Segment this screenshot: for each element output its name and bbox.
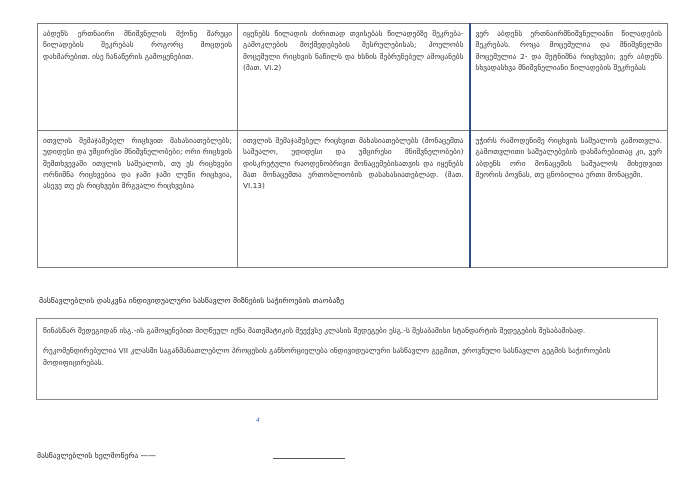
page-number-mark: 4 xyxy=(256,417,260,424)
signature-line xyxy=(273,458,345,459)
table-cell: ვერ აბდენს ერთნაირმნიშვნელიანი წილადების შეკრებას. როცა მოცემულია და მნიშვნელში მოცემულია 2- და მეტნიშნა რიცხვები; ვერ აბდენს სხვადასხვა მნიშვნელიანი წილადების შეკრებას xyxy=(470,24,668,131)
table-cell: იყენებს წილადის ძირითად თვისებას წილადებზე შეკრება-გამოკლების მოქმედებების შესრულებისას; პოულობს მოცემული რიცხვის ნაწილს და ხსნის შებრუნებულ ამოცანებს (მათ. VI.2) xyxy=(238,24,470,131)
table-row xyxy=(38,24,668,131)
table-cell: უჭირს რამოდენიმე რიცხვის საშუალოს გამოთვლა. გამოთვლითი საშუალებების დახმარებითაც კი, ვერ აბდენს ორი მონაცემის საშუალოს მიხედვით მეორის პოვნას, თუ ცნობილია ერთი მონაცემი. xyxy=(470,131,668,268)
assessment-table xyxy=(37,23,668,268)
table-cell: ითვლის შემაჯამებელ რიცხვით მახასიათებლებს; უდიდესი და უმცირესი მნიშვნელობები; ორი რიცხვის შემთხვევაში ითვლის საშუალოს, თუ ეს რიცხვები ორნიშნა რიცხვებია და ჯამი ჯამი ლუწი რიცხვია, ასევე თუ ეს რიცხვები მრგვალი რიცხვებია xyxy=(38,131,238,268)
table-cell: ითვლის შემაჯამებელ რიცხვით მახასიათებლებს (მონაცემთა საშუალო, უდიდესი და უმცირესი მნიშვნელობები) დისკრეტული რაოდენობრივი მონაცემებისათვის და იყენებს მათ მონაცემთა ერთობლიობის დასახასიათებლად. (მათ. VI.13) xyxy=(238,131,470,268)
section-title: მასწავლებლის დასკვნა ინდივიდუალური სასწავლო მიზნების საჭიროების თაობაზე xyxy=(39,296,344,305)
conclusion-paragraph: წინასწარ შედეგიდან ისგ.-ის გამოყენებით მიღწეულ იქნა მათემატიკის მეექვსე კლასის შედეგები ესგ.-ს შესაბამისი სტანდარტის შედეგების შესაბამისად. xyxy=(43,326,586,335)
table-row xyxy=(38,131,668,268)
table-cell: აბდენს ერთნაირი მნიშვნელის მქონე შარეცი წილადების შეკრებას როგორც მოცდეის დახმარებით. ისე ჩანაწერის გამოყენებით. xyxy=(38,24,238,131)
conclusion-box xyxy=(36,318,658,400)
conclusion-paragraph: რეკომენდირებულია VII კლასში საგანმანათლებლო პროცესის განხორციელება ინდივიდუალური სასწავლო გეგმით, ეროვნული სასწავლო გეგმის საჭიროების მოდიფიცირებას. xyxy=(43,346,611,367)
signature-label: მასწავლებლის ხელმოწერა —— xyxy=(37,451,156,460)
